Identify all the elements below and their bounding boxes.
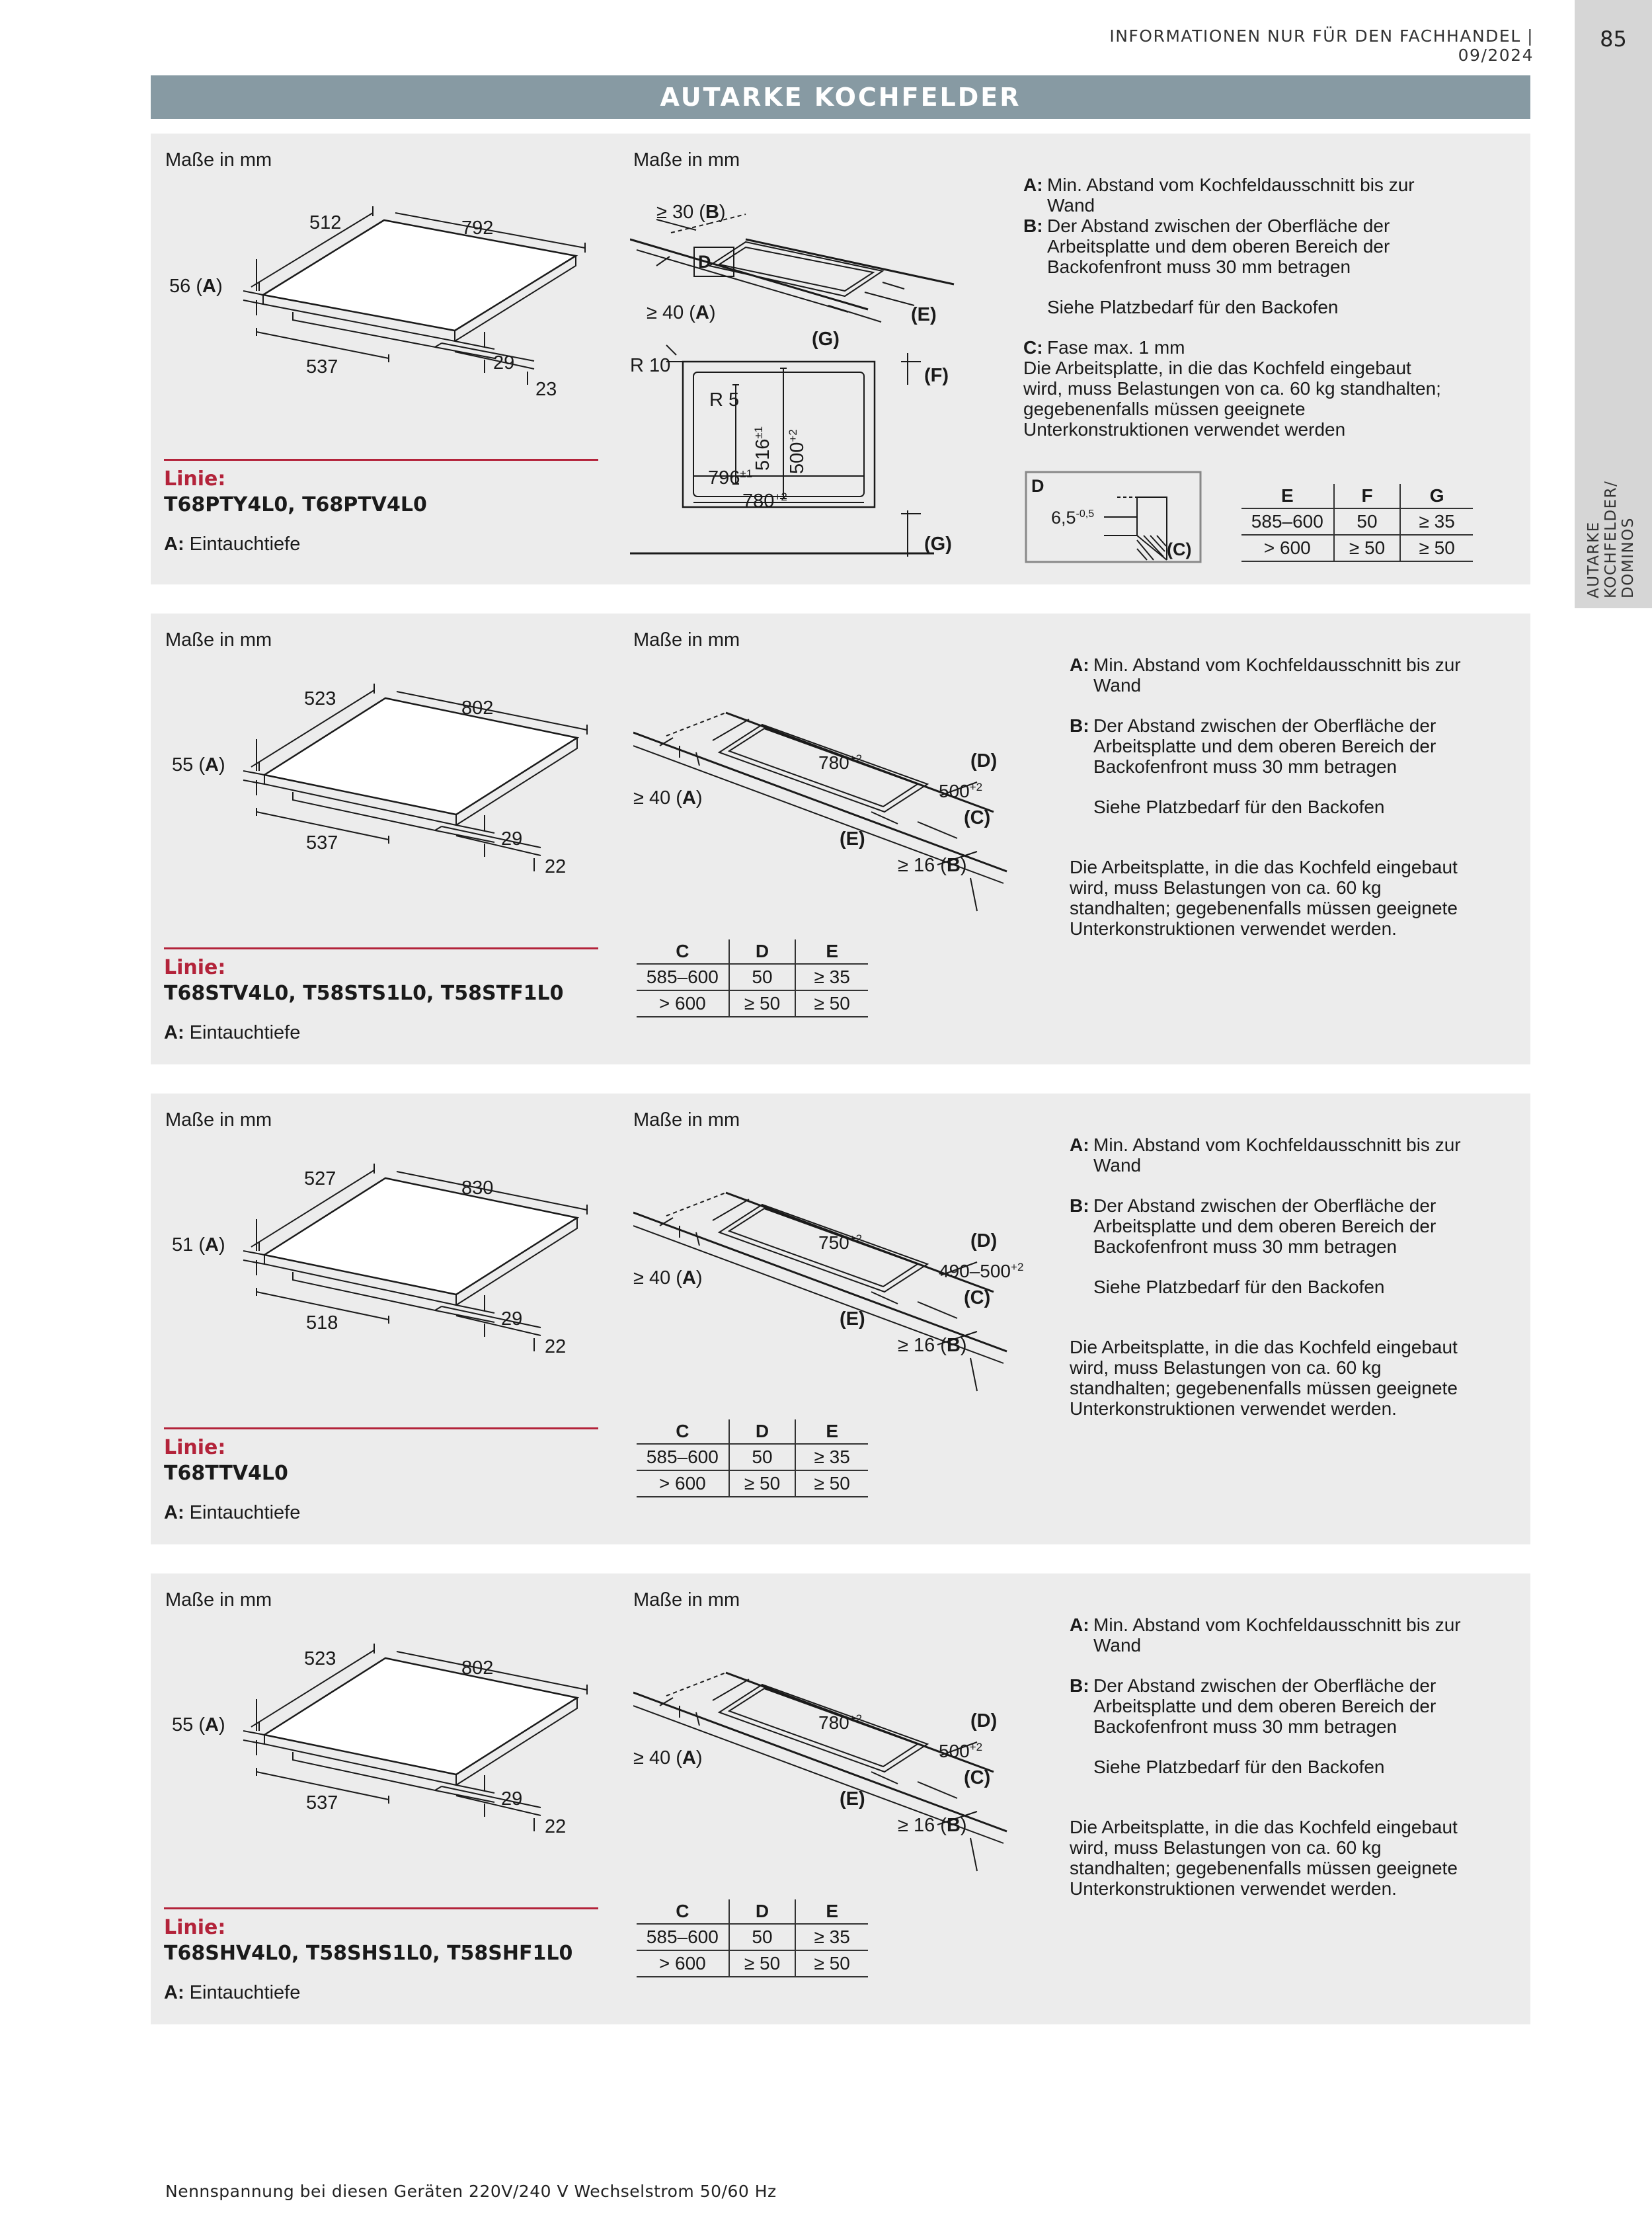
note-load: Die Arbeitsplatte, in die das Kochfeld eingebaut wird, muss Belastungen von ca. 60 kg standhalten; gegebenenfalls müssen geeignete Unterkonstruktionen verwendet werden. xyxy=(1070,1337,1458,1419)
note-b: B: Der Abstand zwischen der Oberfläche der Arbeitsplatte und dem oberen Bereich der Backofenfront muss 30 mm betragen xyxy=(1070,715,1436,777)
chamfer-detail xyxy=(1025,471,1203,565)
dim-width: 792 xyxy=(461,218,494,239)
note-backofen: Siehe Platzbedarf für den Backofen xyxy=(1093,797,1385,817)
key-f: (F) xyxy=(924,365,949,386)
note-load: Die Arbeitsplatte, in die das Kochfeld eingebaut wird, muss Belastungen von ca. 60 kg standhalten; gegebenenfalls müssen geeignete Unterkonstruktionen verwendet werden. xyxy=(1070,857,1458,939)
chamfer-key-d: D xyxy=(1031,476,1044,496)
chamfer-key-c: (C) xyxy=(1167,539,1192,559)
dim-depth: 512 xyxy=(309,212,342,233)
masse-label-left: Maße in mm xyxy=(165,629,272,651)
note-a: A: Min. Abstand vom Kochfeldausschnitt bis zur Wand xyxy=(1070,1135,1461,1175)
model-line: Linie: T68TTV4L0 A: Eintauchtiefe xyxy=(164,1427,598,1524)
key-d: D xyxy=(698,252,711,272)
model-line-1: Linie: T68PTY4L0, T68PTV4L0 A: Eintauchtiefe xyxy=(164,459,598,555)
cut-width: $780^{+2}$ xyxy=(818,1712,863,1733)
note-backofen: Siehe Platzbedarf für den Backofen xyxy=(1047,297,1339,317)
cut-width: $750^{+2}$ xyxy=(818,1232,863,1253)
masse-label-right: Maße in mm xyxy=(633,1589,740,1611)
dim-bottom: 23 xyxy=(535,379,557,400)
dim-width: 802 xyxy=(461,697,494,719)
dim-height: 51 (A) xyxy=(172,1234,225,1255)
dim-under-depth: 518 xyxy=(306,1312,338,1334)
eintauchtiefe-note: A: Eintauchtiefe xyxy=(164,1982,301,2003)
notes xyxy=(1070,1614,1466,1899)
radius-5: R 5 xyxy=(709,389,740,411)
note-b: B: Der Abstand zwischen der Oberfläche der Arbeitsplatte und dem oberen Bereich der Backofenfront muss 30 mm betragen xyxy=(1070,1675,1436,1737)
spacing-table: C D E 585–600 50 ≥ 35 > 600 ≥ 50 ≥ 50 xyxy=(637,939,868,1017)
spacing-table: C D E 585–600 50 ≥ 35 > 600 ≥ 50 ≥ 50 xyxy=(637,1419,868,1497)
dist-a: ≥ 40 (A) xyxy=(633,1747,703,1769)
dist-b: ≥ 16 (B) xyxy=(898,1815,967,1836)
note-load: Die Arbeitsplatte, in die das Kochfeld eingebaut wird, muss Belastungen von ca. 60 kg standhalten; gegebenenfalls müssen geeignete Unterkonstruktionen verwendet werden xyxy=(1023,358,1441,440)
dim-under-depth: 537 xyxy=(306,832,338,854)
page-number: 85 xyxy=(1600,26,1627,52)
key-g: (G) xyxy=(812,329,840,350)
dim-29: 29 xyxy=(501,828,523,850)
key-e: (E) xyxy=(840,1308,865,1330)
dim-under-depth: 537 xyxy=(306,356,338,378)
hob-dimension-drawing xyxy=(151,1094,613,1424)
model-list: T68SHV4L0, T58SHS1L0, T58SHF1L0 xyxy=(164,1942,573,1965)
masse-label-left: Maße in mm xyxy=(165,149,272,171)
dim-depth: 527 xyxy=(304,1168,336,1189)
key-e: (E) xyxy=(840,828,865,850)
dim-29: 29 xyxy=(501,1308,523,1330)
cut-width-780: $780^{+2}$ xyxy=(742,491,787,512)
dist-b: ≥ 16 (B) xyxy=(898,1335,967,1356)
notes xyxy=(1070,1135,1466,1419)
section-title: AUTARKE KOCHFELDER xyxy=(151,75,1530,119)
dim-depth: 523 xyxy=(304,688,336,709)
dim-depth: 523 xyxy=(304,1648,336,1669)
masse-label-right: Maße in mm xyxy=(633,629,740,651)
header-info: INFORMATIONEN NUR FÜR DEN FACHHANDEL | 09/2024 xyxy=(1109,26,1534,65)
masse-label-right: Maße in mm xyxy=(633,1109,740,1131)
key-d: (D) xyxy=(970,1710,998,1732)
dist-b: ≥ 30 (B) xyxy=(656,202,726,223)
note-c: C: Fase max. 1 mm xyxy=(1023,337,1185,358)
key-d: (D) xyxy=(970,1230,998,1252)
note-b: B: Der Abstand zwischen der Oberfläche der Arbeitsplatte und dem oberen Bereich der Backofenfront muss 30 mm betragen xyxy=(1023,216,1390,277)
hob-dimension-drawing xyxy=(151,1573,613,1904)
key-e: (E) xyxy=(840,1788,865,1810)
dist-a: ≥ 40 (A) xyxy=(647,302,716,323)
key-c: (C) xyxy=(964,807,991,828)
dim-width: 802 xyxy=(461,1657,494,1679)
model-list: T68STV4L0, T58STS1L0, T58STF1L0 xyxy=(164,982,564,1005)
key-e: (E) xyxy=(911,304,937,325)
model-list: T68TTV4L0 xyxy=(164,1462,288,1485)
side-tab-label: AUTARKE KOCHFELDER/ DOMINOS xyxy=(1585,480,1637,598)
eintauchtiefe-note: A: Eintauchtiefe xyxy=(164,534,301,555)
cut-depth: $500^{+2}$ xyxy=(939,781,983,801)
dim-bottom: 22 xyxy=(545,1336,567,1357)
dim-height: 55 (A) xyxy=(172,754,225,776)
chamfer-value: $6,5^{-0,5}$ xyxy=(1051,508,1095,528)
radius-10: R 10 xyxy=(630,355,671,376)
dim-bottom: 22 xyxy=(545,1816,567,1837)
masse-label-left: Maße in mm xyxy=(165,1109,272,1131)
cut-depth: $490-500^{+2}$ xyxy=(939,1261,1024,1281)
dim-29: 29 xyxy=(501,1788,523,1810)
key-c: (C) xyxy=(964,1287,991,1308)
dim-width: 830 xyxy=(461,1177,494,1199)
note-load: Die Arbeitsplatte, in die das Kochfeld eingebaut wird, muss Belastungen von ca. 60 kg standhalten; gegebenenfalls müssen geeignete Unterkonstruktionen verwendet werden. xyxy=(1070,1817,1458,1899)
cut-width: $780^{+2}$ xyxy=(818,752,863,773)
hob-dimension-drawing xyxy=(151,134,613,464)
dist-b: ≥ 16 (B) xyxy=(898,855,967,876)
dim-under-depth: 537 xyxy=(306,1792,338,1813)
model-line: Linie: T68STV4L0, T58STS1L0, T58STF1L0 A: Eintauchtiefe xyxy=(164,947,598,1044)
cut-depth-500: $500^{+2}$ xyxy=(787,429,808,474)
product-panel-4 xyxy=(151,1573,1530,2024)
spacing-table-1: E F G 585–600 50 ≥ 35 > 600 ≥ 50 ≥ 50 xyxy=(1241,484,1473,562)
hob-dimension-drawing xyxy=(151,614,613,944)
cut-depth: $500^{+2}$ xyxy=(939,1741,983,1761)
product-panel-1 xyxy=(151,134,1530,584)
model-line: Linie: T68SHV4L0, T58SHS1L0, T58SHF1L0 A: Eintauchtiefe xyxy=(164,1907,598,2004)
masse-label-right: Maße in mm xyxy=(633,149,740,171)
key-d: (D) xyxy=(970,750,998,772)
notes-panel-1 xyxy=(1023,175,1453,440)
note-a: A: Min. Abstand vom Kochfeldausschnitt bis zur Wand xyxy=(1070,1614,1461,1655)
cut-depth-516: $516^{\pm 1}$ xyxy=(752,426,773,471)
note-backofen: Siehe Platzbedarf für den Backofen xyxy=(1093,1757,1385,1777)
product-panel-3 xyxy=(151,1094,1530,1544)
note-backofen: Siehe Platzbedarf für den Backofen xyxy=(1093,1277,1385,1297)
product-panel-2 xyxy=(151,614,1530,1064)
eintauchtiefe-note: A: Eintauchtiefe xyxy=(164,1022,301,1043)
note-a: A: Min. Abstand vom Kochfeldausschnitt bis zur Wand xyxy=(1023,175,1415,216)
masse-label-left: Maße in mm xyxy=(165,1589,272,1611)
notes xyxy=(1070,655,1466,939)
dist-a: ≥ 40 (A) xyxy=(633,1267,703,1289)
footer-note: Nennspannung bei diesen Geräten 220V/240 V Wechselstrom 50/60 Hz xyxy=(165,2182,777,2201)
note-a: A: Min. Abstand vom Kochfeldausschnitt bis zur Wand xyxy=(1070,655,1461,696)
spacing-table: C D E 585–600 50 ≥ 35 > 600 ≥ 50 ≥ 50 xyxy=(637,1899,868,1977)
model-list: T68PTY4L0, T68PTV4L0 xyxy=(164,493,427,516)
key-g-2: (G) xyxy=(924,534,952,555)
cut-width-796: $796^{\pm 1}$ xyxy=(708,467,753,489)
dim-bottom: 22 xyxy=(545,856,567,877)
dim-height: 56 (A) xyxy=(169,276,223,297)
dist-a: ≥ 40 (A) xyxy=(633,787,703,809)
note-b: B: Der Abstand zwischen der Oberfläche der Arbeitsplatte und dem oberen Bereich der Backofenfront muss 30 mm betragen xyxy=(1070,1195,1436,1257)
dim-29: 29 xyxy=(493,352,515,374)
dim-height: 55 (A) xyxy=(172,1714,225,1735)
key-c: (C) xyxy=(964,1767,991,1788)
eintauchtiefe-note: A: Eintauchtiefe xyxy=(164,1502,301,1523)
